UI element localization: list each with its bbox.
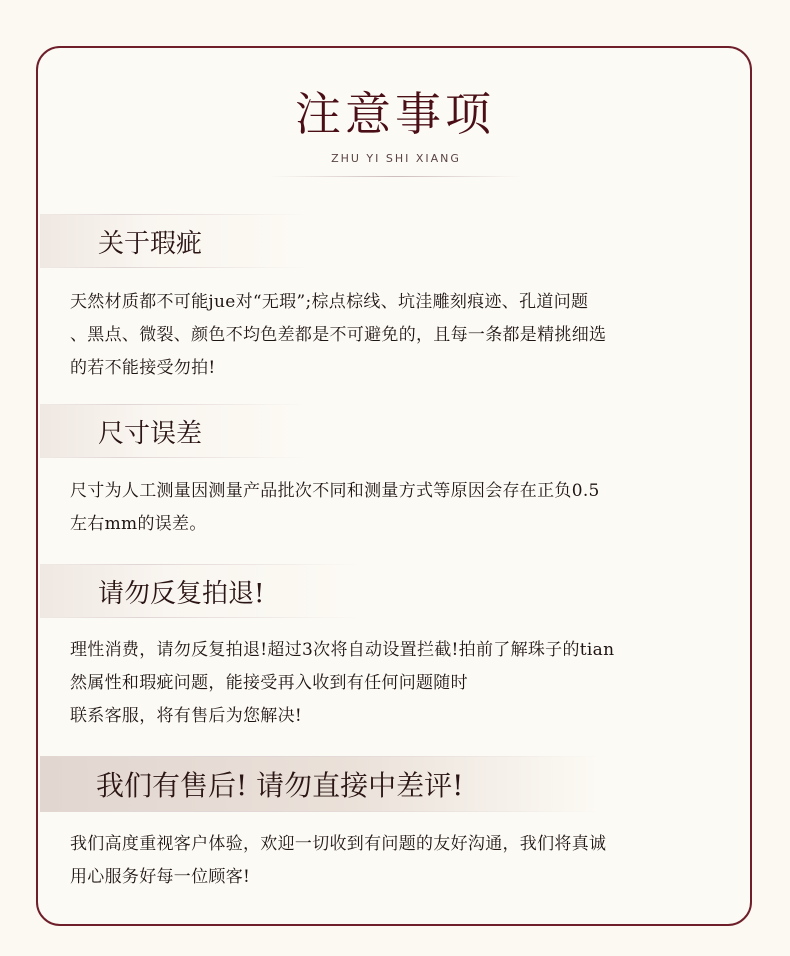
page-subtitle: ZHU YI SHI XIANG xyxy=(331,152,461,165)
text-line: 我们高度重视客户体验，欢迎一切收到有问题的友好沟通，我们将真诚 xyxy=(70,834,607,854)
text-line: 联系客服，将有售后为您解决! xyxy=(70,706,303,726)
section-text-flaws xyxy=(70,286,742,385)
section-heading-text: 我们有售后! 请勿直接中差评! xyxy=(96,769,464,802)
section-text-after-sales xyxy=(70,828,742,894)
text-line: 天然材质都不可能jue对“无瑕”;棕点棕线、坑洼雕刻痕迹、孔道问题 xyxy=(70,292,589,312)
text-line: 尺寸为人工测量因测量产品批次不同和测量方式等原因会存在正负0.5 xyxy=(70,481,600,501)
text-line: 然属性和瑕疵问题，能接受再入收到有任何问题随时 xyxy=(70,673,468,693)
text-line: 左右mm的误差。 xyxy=(70,514,207,534)
section-heading-no-returns xyxy=(40,564,360,618)
text-line: 、黑点、微裂、颜色不均色差都是不可避免的，且每一条都是精挑细选 xyxy=(70,325,607,345)
text-line: 的若不能接受勿拍! xyxy=(70,358,216,378)
section-heading-size-error xyxy=(40,404,306,458)
section-heading-text: 尺寸误差 xyxy=(98,418,203,449)
section-heading-flaws xyxy=(40,214,306,268)
section-heading-after-sales xyxy=(40,756,600,812)
section-text-no-returns xyxy=(70,634,742,733)
subtitle-divider xyxy=(270,176,522,177)
text-line: 理性消费，请勿反复拍退!超过3次将自动设置拦截!拍前了解珠子的tian xyxy=(70,640,615,660)
section-text-size-error xyxy=(70,475,742,541)
page-title: 注意事项 xyxy=(295,87,495,141)
text-line: 用心服务好每一位顾客! xyxy=(70,867,251,887)
section-heading-text: 关于瑕疵 xyxy=(98,228,203,259)
section-heading-text: 请勿反复拍退! xyxy=(98,578,265,609)
subtitle-block xyxy=(270,150,522,177)
